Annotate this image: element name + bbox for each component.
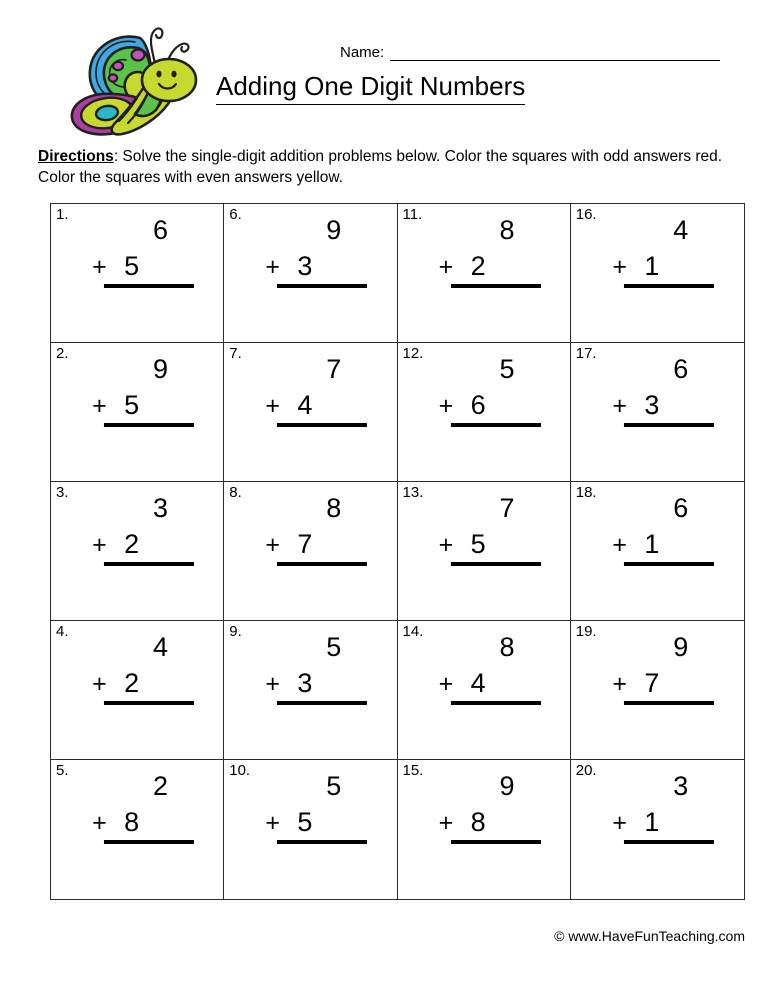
problem-cell[interactable] xyxy=(224,760,397,899)
problem-cell[interactable] xyxy=(224,204,397,343)
plus-icon: + xyxy=(92,809,107,837)
addend-bottom: 2 xyxy=(470,251,486,281)
addition-problem xyxy=(610,214,722,288)
addend-bottom: 2 xyxy=(124,529,140,559)
addend-top: 8 xyxy=(499,215,515,245)
addend-row xyxy=(90,389,202,421)
addend-row xyxy=(263,250,375,282)
addend-bottom: 7 xyxy=(644,668,660,698)
addition-problem xyxy=(610,631,722,705)
addition-problem xyxy=(90,353,202,427)
plus-icon: + xyxy=(265,809,280,837)
addend-top: 4 xyxy=(673,215,689,245)
footer-credit: © www.HaveFunTeaching.com xyxy=(554,928,745,944)
answer-line[interactable] xyxy=(104,284,194,288)
addend-bottom: 5 xyxy=(470,529,486,559)
answer-line[interactable] xyxy=(277,701,367,705)
addition-problem xyxy=(90,631,202,705)
plus-icon: + xyxy=(92,253,107,281)
plus-icon: + xyxy=(92,392,107,420)
addend-row xyxy=(610,806,722,838)
plus-icon: + xyxy=(438,531,454,559)
problem-cell[interactable] xyxy=(398,204,571,343)
answer-line[interactable] xyxy=(104,840,194,844)
problem-number: 11. xyxy=(402,206,423,223)
problem-number: 2. xyxy=(56,345,69,362)
answer-line[interactable] xyxy=(277,840,367,844)
answer-line[interactable] xyxy=(277,284,367,288)
problem-cell[interactable] xyxy=(571,204,744,343)
addend-top: 6 xyxy=(673,493,689,523)
problem-cell[interactable] xyxy=(51,204,224,343)
addition-problem xyxy=(610,770,722,844)
addend-top: 7 xyxy=(326,354,342,384)
addition-problem xyxy=(263,353,375,427)
problem-number: 14. xyxy=(402,623,424,640)
addend-top: 8 xyxy=(499,632,515,662)
problem-number: 12. xyxy=(402,345,424,362)
addend-row xyxy=(610,528,722,560)
problem-cell[interactable] xyxy=(398,343,571,482)
addition-problem xyxy=(437,353,549,427)
plus-icon: + xyxy=(438,809,454,837)
answer-line[interactable] xyxy=(277,562,367,566)
addend-top: 2 xyxy=(153,771,169,801)
addend-bottom: 7 xyxy=(297,529,313,559)
problem-cell[interactable] xyxy=(224,343,397,482)
addend-bottom: 8 xyxy=(124,807,140,837)
plus-icon: + xyxy=(438,392,454,420)
addition-problem xyxy=(90,770,202,844)
addend-row xyxy=(90,667,202,699)
answer-line[interactable] xyxy=(624,423,714,427)
answer-line[interactable] xyxy=(624,562,714,566)
addend-top: 8 xyxy=(326,493,342,523)
addend-bottom: 1 xyxy=(644,807,660,837)
directions-label: Directions xyxy=(38,148,114,165)
answer-line[interactable] xyxy=(451,840,541,844)
problem-cell[interactable] xyxy=(398,482,571,621)
addend-top: 3 xyxy=(673,771,689,801)
answer-line[interactable] xyxy=(451,701,541,705)
addition-problem xyxy=(263,492,375,566)
addend-bottom: 5 xyxy=(297,807,313,837)
addend-top: 3 xyxy=(153,493,169,523)
plus-icon: + xyxy=(612,809,627,837)
addend-row xyxy=(90,806,202,838)
plus-icon: + xyxy=(612,670,627,698)
problem-cell[interactable] xyxy=(571,760,744,899)
addition-problem xyxy=(90,492,202,566)
addend-row xyxy=(437,528,549,560)
plus-icon: + xyxy=(265,670,280,698)
problem-number: 16. xyxy=(575,206,597,223)
problem-number: 8. xyxy=(229,484,242,501)
addition-problem xyxy=(437,492,549,566)
plus-icon: + xyxy=(92,670,107,698)
addend-bottom: 1 xyxy=(644,251,660,281)
problem-cell[interactable] xyxy=(398,621,571,760)
answer-line[interactable] xyxy=(451,284,541,288)
plus-icon: + xyxy=(265,392,280,420)
directions-text: : Solve the single-digit addition problems below. Color the squares with odd answers red. Color the squares with even answers yellow. xyxy=(38,148,723,186)
addend-row xyxy=(610,389,722,421)
page-header xyxy=(0,0,772,135)
problem-cell[interactable] xyxy=(571,621,744,760)
addend-row xyxy=(263,667,375,699)
problem-number: 18. xyxy=(575,484,597,501)
name-write-line[interactable] xyxy=(390,46,720,61)
plus-icon: + xyxy=(612,392,627,420)
name-label: Name: xyxy=(340,44,385,61)
addition-problem xyxy=(90,214,202,288)
addend-bottom: 4 xyxy=(470,668,486,698)
addend-top: 7 xyxy=(499,493,515,523)
addend-bottom: 2 xyxy=(124,668,140,698)
problem-cell[interactable] xyxy=(571,343,744,482)
addend-row xyxy=(90,250,202,282)
addend-row xyxy=(263,806,375,838)
addend-bottom: 6 xyxy=(470,390,486,420)
addend-bottom: 5 xyxy=(124,251,140,281)
addend-top: 9 xyxy=(326,215,342,245)
addend-bottom: 3 xyxy=(644,390,660,420)
problem-number: 4. xyxy=(56,623,69,640)
plus-icon: + xyxy=(265,531,280,559)
addend-top: 9 xyxy=(673,632,689,662)
problem-cell[interactable] xyxy=(398,760,571,899)
addition-problem xyxy=(263,214,375,288)
addend-top: 9 xyxy=(153,354,169,384)
addend-bottom: 8 xyxy=(470,807,486,837)
plus-icon: + xyxy=(438,253,454,281)
answer-line[interactable] xyxy=(104,423,194,427)
addend-row xyxy=(610,667,722,699)
problem-number: 19. xyxy=(575,623,597,640)
addend-row xyxy=(90,528,202,560)
answer-line[interactable] xyxy=(624,701,714,705)
addend-bottom: 4 xyxy=(297,390,313,420)
problem-number: 13. xyxy=(402,484,424,501)
addition-problem xyxy=(437,631,549,705)
addend-bottom: 3 xyxy=(297,668,313,698)
addend-row xyxy=(263,389,375,421)
directions xyxy=(38,146,738,188)
addition-problem xyxy=(437,770,549,844)
addition-problem xyxy=(610,492,722,566)
problem-number: 15. xyxy=(402,762,424,779)
answer-line[interactable] xyxy=(624,840,714,844)
addition-problem xyxy=(263,631,375,705)
addition-problem xyxy=(437,214,549,288)
addend-bottom: 1 xyxy=(644,529,660,559)
problem-number: 10. xyxy=(229,762,251,779)
addend-row xyxy=(437,667,549,699)
problem-cell[interactable] xyxy=(51,482,224,621)
addition-problem xyxy=(610,353,722,427)
addend-bottom: 5 xyxy=(124,390,140,420)
answer-line[interactable] xyxy=(104,562,194,566)
addend-row xyxy=(610,250,722,282)
addend-row xyxy=(437,250,549,282)
butterfly-icon xyxy=(52,22,202,140)
problem-number: 17. xyxy=(575,345,597,362)
addend-top: 4 xyxy=(153,632,169,662)
problem-number: 3. xyxy=(56,484,69,501)
answer-line[interactable] xyxy=(624,284,714,288)
problem-number: 20. xyxy=(575,762,597,779)
problem-number: 5. xyxy=(56,762,69,779)
problem-cell[interactable] xyxy=(51,343,224,482)
answer-line[interactable] xyxy=(104,701,194,705)
addition-problem xyxy=(263,770,375,844)
problem-cell[interactable] xyxy=(224,621,397,760)
addend-top: 6 xyxy=(153,215,169,245)
answer-line[interactable] xyxy=(451,562,541,566)
problem-number: 6. xyxy=(229,206,242,223)
addend-top: 6 xyxy=(673,354,689,384)
addend-row xyxy=(437,806,549,838)
plus-icon: + xyxy=(612,253,627,281)
plus-icon: + xyxy=(92,531,107,559)
problem-cell[interactable] xyxy=(224,482,397,621)
addend-bottom: 3 xyxy=(297,251,313,281)
problem-cell[interactable] xyxy=(51,760,224,899)
problem-number: 9. xyxy=(229,623,242,640)
problem-number: 7. xyxy=(229,345,242,362)
addend-row xyxy=(263,528,375,560)
page-title: Adding One Digit Numbers xyxy=(216,70,525,105)
problem-grid xyxy=(50,203,745,900)
addend-top: 5 xyxy=(326,771,342,801)
problem-number: 1. xyxy=(56,206,69,223)
answer-line[interactable] xyxy=(451,423,541,427)
plus-icon: + xyxy=(612,531,627,559)
plus-icon: + xyxy=(438,670,454,698)
addend-row xyxy=(437,389,549,421)
answer-line[interactable] xyxy=(277,423,367,427)
problem-cell[interactable] xyxy=(51,621,224,760)
addend-top: 5 xyxy=(499,354,515,384)
addend-top: 5 xyxy=(326,632,342,662)
problem-cell[interactable] xyxy=(571,482,744,621)
plus-icon: + xyxy=(265,253,280,281)
addend-top: 9 xyxy=(499,771,515,801)
name-field-row xyxy=(340,44,720,61)
